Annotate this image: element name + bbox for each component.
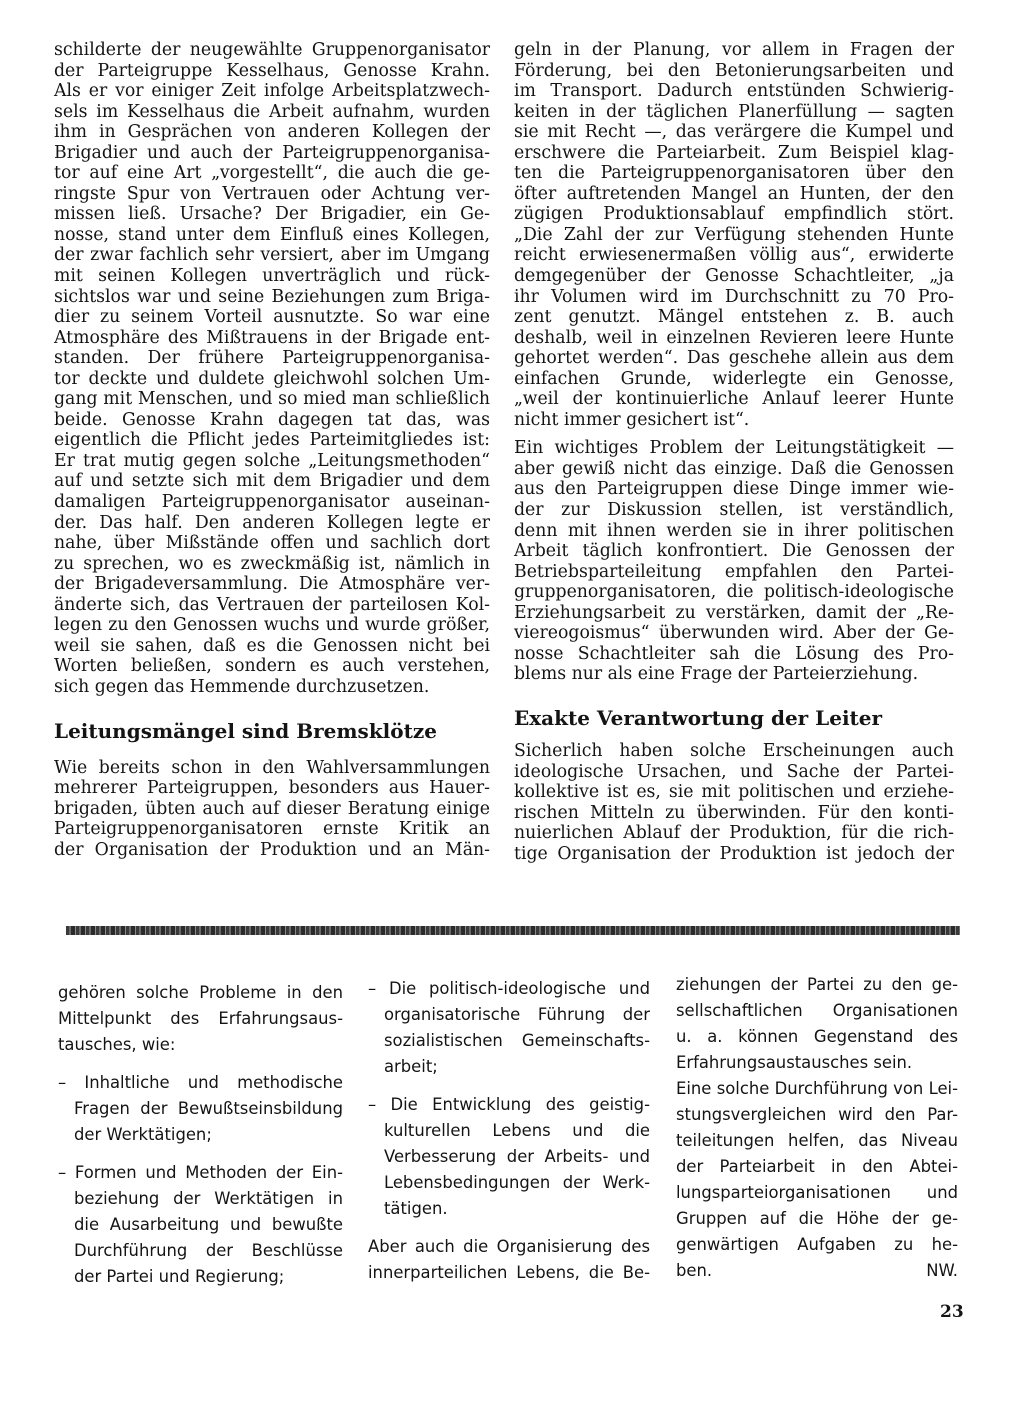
text-line: tor auf eine Art „vorgestellt“, die auch die ge- xyxy=(54,163,490,184)
text-line: im Transport. Dadurch entstünden Schwierig- xyxy=(514,81,954,102)
text-line: viereogoismus“ überwunden wird. Aber der Ge- xyxy=(514,623,954,644)
text-line: die Ausarbeitung und bewußte xyxy=(74,1215,343,1234)
text-line: Durchführung der Beschlüsse xyxy=(74,1241,343,1260)
text-line: genwärtigen Aufgaben zu he- xyxy=(676,1235,958,1254)
text-line: der zwar fachlich sehr versiert, aber im Umgang xyxy=(54,245,490,266)
text-line: – Inhaltliche und methodische xyxy=(58,1073,343,1092)
text-line: deshalb, weil in einzelnen Revieren leere Hunte xyxy=(514,327,954,348)
paragraph-leitungstaetigkeit xyxy=(514,438,954,685)
text-line: sels im Kesselhaus die Arbeit aufnahm, wurden xyxy=(54,101,490,122)
text-line: geln in der Planung, vor allem in Fragen der xyxy=(514,40,954,60)
text-line: keiten in der täglichen Planerfüllung — sagten xyxy=(514,101,954,122)
page-number: 23 xyxy=(940,1302,964,1322)
text-line: standen. Der frühere Parteigruppenorganisa- xyxy=(54,348,490,369)
text-line: innerparteilichen Lebens, die Be- xyxy=(368,1263,650,1282)
lower-column-2 xyxy=(368,976,650,1286)
text-line: Förderung, bei den Betonierungsarbeiten und xyxy=(514,60,954,81)
text-line: der Parteiarbeit in den Abtei- xyxy=(676,1157,958,1176)
text-line: aber gewiß nicht das einzige. Daß die Genossen xyxy=(514,458,954,479)
text-line: – Die politisch-ideologische und xyxy=(368,979,650,998)
text-line: tätigen. xyxy=(384,1199,448,1218)
text-line: Erziehungsarbeit zu verstärken, damit der „Re- xyxy=(514,602,954,623)
text-line: nahe, über Mißstände offen und sachlich dort xyxy=(54,533,490,554)
text-line: Atmosphäre des Mißtrauens in der Brigade ent- xyxy=(54,327,490,348)
text-line: sie mit Recht —, das verärgere die Kumpel und xyxy=(514,122,954,143)
list-item xyxy=(368,1092,650,1222)
lower-column-1 xyxy=(58,980,343,1290)
text-line: der. Das half. Den anderen Kollegen legte er xyxy=(54,512,490,533)
text-line: u. a. können Gegenstand des xyxy=(676,1027,958,1046)
text-line: beide. Genosse Krahn dagegen tat das, was xyxy=(54,409,490,430)
text-line: schilderte der neugewählte Gruppenorganisator xyxy=(54,40,490,60)
text-line: einfachen Grunde, widerlegte ein Genosse, xyxy=(514,368,954,389)
text-line: kollektive ist es, sie mit politischen und erziehe- xyxy=(514,782,954,803)
text-line: kulturellen Lebens und die xyxy=(384,1121,650,1140)
text-line: Sicherlich haben solche Erscheinungen auch xyxy=(514,740,954,761)
text-line: sozialistischen Gemeinschafts- xyxy=(384,1031,650,1050)
text-line: ideologische Ursachen, und Sache der Partei- xyxy=(514,761,954,782)
text-line: gehören solche Probleme in den xyxy=(58,983,343,1002)
text-line: Betriebsparteileitung empfahlen den Partei- xyxy=(514,561,954,582)
text-line: lungsparteiorganisationen und xyxy=(676,1183,958,1202)
text-line: Ein wichtiges Problem der Leitungstätigkeit — xyxy=(514,438,954,459)
paragraph-wahlversammlungen xyxy=(54,758,490,861)
text-line: nuierlichen Ablauf der Produktion, für die rich- xyxy=(514,823,954,844)
paragraph-planung xyxy=(514,40,954,430)
text-line: reicht erwiesenermaßen völlig aus“, erwiderte xyxy=(514,245,954,266)
text-line: gehortet werden“. Das geschehe allein aus dem xyxy=(514,348,954,369)
section-heading-leitungsmaengel: Leitungsmängel sind Bremsklötze xyxy=(54,718,437,743)
author-signature: NW. xyxy=(926,1261,958,1280)
text-line: „Die Zahl der zur Verfügung stehenden Hunte xyxy=(514,224,954,245)
text-line: zent genutzt. Mängel entstehen z. B. auch xyxy=(514,307,954,328)
text-line: denn mit ihnen werden sie in ihrer politischen xyxy=(514,520,954,541)
text-line: tor deckte und duldete gleichwohl solchen Um- xyxy=(54,368,490,389)
text-line: der Partei und Regierung; xyxy=(74,1267,285,1286)
text-line: sich gegen das Hemmende durchzusetzen. xyxy=(54,676,430,697)
text-line: tausches, wie: xyxy=(58,1035,176,1054)
text-line: organisatorische Führung der xyxy=(384,1005,650,1024)
text-line: Gruppen auf die Höhe der ge- xyxy=(676,1209,958,1228)
text-line: erschwere die Parteiarbeit. Zum Beispiel klag- xyxy=(514,142,954,163)
text-line: gang mit Menschen, und so mied man schließlich xyxy=(54,389,490,410)
text-line: auf und setzte sich mit dem Brigadier und dem xyxy=(54,471,490,492)
section-heading-verantwortung: Exakte Verantwortung der Leiter xyxy=(514,705,883,730)
text-line: rischen Mitteln zu überwinden. Für den konti- xyxy=(514,802,954,823)
text-line: Als er vor einiger Zeit infolge Arbeitsplatzwech- xyxy=(54,81,490,102)
text-line: stungsvergleichen wird den Par- xyxy=(676,1105,958,1124)
text-line: ihr Volumen wird im Durchschnitt zu 70 Pro- xyxy=(514,286,954,307)
text-line: ten die Parteigruppenorganisatoren über den xyxy=(514,163,954,184)
upper-left-column xyxy=(54,40,490,860)
paragraph-erscheinungen xyxy=(514,741,954,864)
list-item xyxy=(368,976,650,1080)
text-line: Eine solche Durchführung von Lei- xyxy=(676,1079,958,1098)
text-line: eigentlich die Pflicht jedes Parteimitgliedes ist: xyxy=(54,430,490,451)
text-line: der Organisation der Produktion und an Män- xyxy=(54,839,490,860)
text-line: gruppenorganisatoren, die politisch-ideologische xyxy=(514,582,954,603)
text-line: zu sprechen, wo es zweckmäßig ist, nämlich in xyxy=(54,553,490,574)
lower-column-3 xyxy=(676,972,958,1284)
text-line: Fragen der Bewußtseinsbildung xyxy=(74,1099,343,1118)
text-line: sichtslos war und seine Beziehungen zum Briga- xyxy=(54,286,490,307)
text-line: der Brigadeversammlung. Die Atmosphäre ver- xyxy=(54,574,490,595)
text-line: dier zu seinem Vorteil ausnutzte. So war eine xyxy=(54,307,490,328)
text-line: mit seinen Kollegen unverträglich und rück- xyxy=(54,266,490,287)
text-line: Parteigruppenorganisatoren ernste Kritik an xyxy=(54,819,490,840)
text-line: tige Organisation der Produktion ist jedoch der xyxy=(514,843,954,864)
text-line: Mittelpunkt des Erfahrungsaus- xyxy=(58,1009,343,1028)
text-line: – Formen und Methoden der Ein- xyxy=(58,1163,343,1182)
text-line: nosse Schachtleiter sah die Lösung des Pro- xyxy=(514,643,954,664)
text-line: aus den Parteigruppen diese Dinge immer wie- xyxy=(514,479,954,500)
list-item xyxy=(58,1160,343,1290)
text-line: demgegenüber der Genosse Schachtleiter, „ja xyxy=(514,266,954,287)
text-line: Wie bereits schon in den Wahlversammlungen xyxy=(54,757,490,778)
text-line: Erfahrungsaustausches sein. xyxy=(676,1053,913,1072)
paragraph-kesselhaus xyxy=(54,40,490,698)
closing-line xyxy=(676,1258,958,1284)
text-line: ringste Spur von Vertrauen oder Achtung ver- xyxy=(54,183,490,204)
text-line: – Die Entwicklung des geistig- xyxy=(368,1095,650,1114)
text-line: arbeit; xyxy=(384,1057,438,1076)
text-line: änderte sich, das Vertrauen der parteilosen Kol- xyxy=(54,594,490,615)
text-line: nicht immer gesichert ist“. xyxy=(514,409,750,430)
text-line: Aber auch die Organisierung des xyxy=(368,1237,650,1256)
text-line: mehrerer Parteigruppen, besonders aus Hauer- xyxy=(54,778,490,799)
text-line: zügigen Produktionsablauf empfindlich stört. xyxy=(514,204,954,225)
text-line: sellschaftlichen Organisationen xyxy=(676,1001,958,1020)
text-line: Brigadier und auch der Parteigruppenorganisa- xyxy=(54,142,490,163)
text-line: ziehungen der Partei zu den ge- xyxy=(676,975,958,994)
text-line: Worten beließen, sondern es auch verstehen, xyxy=(54,656,490,677)
text-line: Er trat mutig gegen solche „Leitungsmethoden“ xyxy=(54,450,490,471)
text-line: der zur Diskussion stellen, ist verständlich, xyxy=(514,500,954,521)
text-line: Lebensbedingungen der Werk- xyxy=(384,1173,650,1192)
text-line: ben. xyxy=(676,1261,713,1280)
text-line: öfter auftretenden Mangel an Hunten, der den xyxy=(514,183,954,204)
text-line: Verbesserung der Arbeits- und xyxy=(384,1147,650,1166)
list-item xyxy=(58,1070,343,1148)
text-line: beziehung der Werktätigen in xyxy=(74,1189,343,1208)
text-line: damaligen Parteigruppenorganisator auseinan- xyxy=(54,492,490,513)
text-line: brigaden, übten auch auf dieser Beratung einige xyxy=(54,798,490,819)
text-line: ihm in Gesprächen von anderen Kollegen der xyxy=(54,122,490,143)
text-line: der Werktätigen; xyxy=(74,1125,212,1144)
section-divider xyxy=(66,926,960,935)
text-line: missen ließ. Ursache? Der Brigadier, ein Ge- xyxy=(54,204,490,225)
text-line: Arbeit täglich konfrontiert. Die Genossen der xyxy=(514,541,954,562)
text-line: der Parteigruppe Kesselhaus, Genosse Krahn. xyxy=(54,60,490,81)
text-line: nosse, stand unter dem Einfluß eines Kollegen, xyxy=(54,224,490,245)
text-line: blems nur als eine Frage der Parteierziehung. xyxy=(514,664,919,685)
text-line: legen zu den Genossen wuchs und wurde größer, xyxy=(54,615,490,636)
text-line: weil sie sahen, daß es die Genossen nicht bei xyxy=(54,635,490,656)
upper-right-column xyxy=(514,40,954,864)
text-line: „weil der kontinuierliche Anlauf leerer Hunte xyxy=(514,389,954,410)
text-line: teileitungen helfen, das Niveau xyxy=(676,1131,958,1150)
